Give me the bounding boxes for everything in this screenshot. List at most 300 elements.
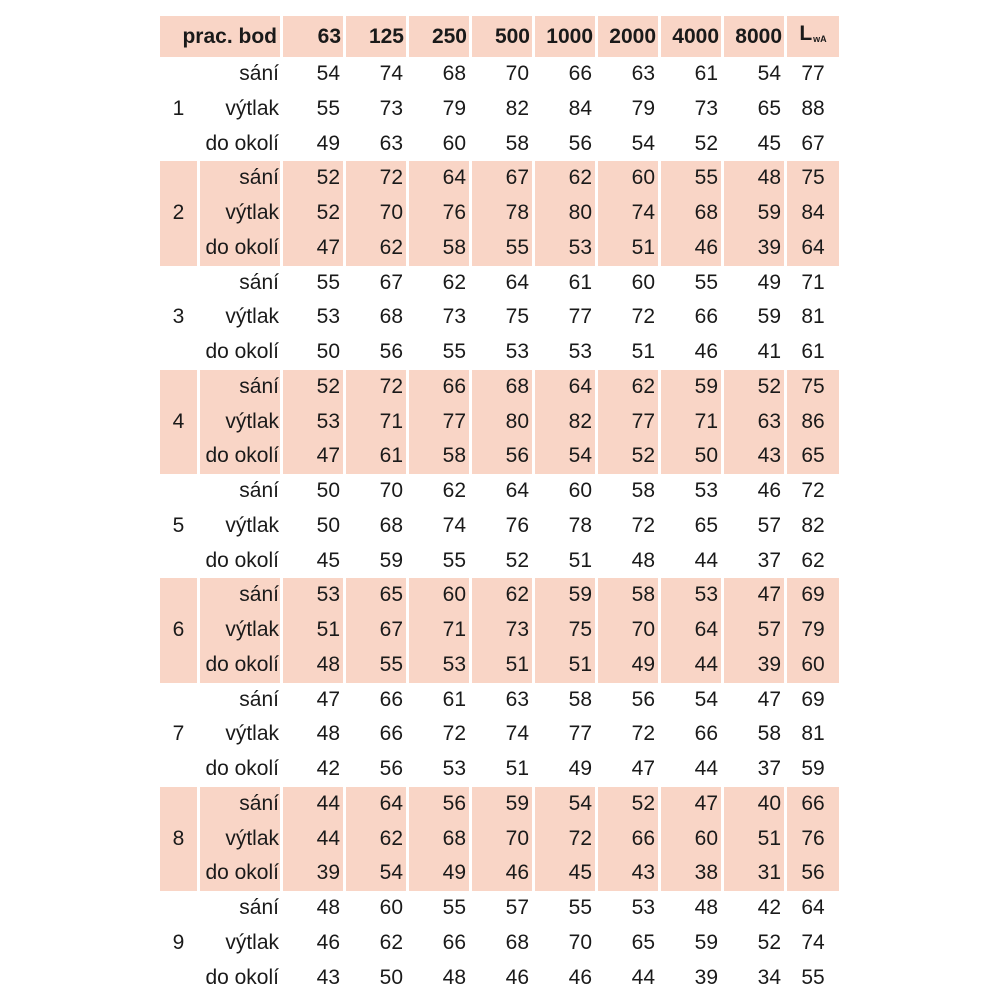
band-value-4000: 60 <box>661 822 721 857</box>
band-value-125: 72 <box>346 370 406 405</box>
band-value-8000: 65 <box>724 92 784 127</box>
band-value-250: 58 <box>409 231 469 266</box>
lwa-value: 64 <box>787 231 839 266</box>
band-value-8000: 47 <box>724 578 784 613</box>
band-value-4000: 71 <box>661 405 721 440</box>
band-value-8000: 49 <box>724 266 784 301</box>
working-point-number: 8 <box>160 787 197 891</box>
lwa-value: 62 <box>787 544 839 579</box>
measurement-location: sání <box>200 474 280 509</box>
lwa-value: 59 <box>787 752 839 787</box>
band-value-4000: 65 <box>661 509 721 544</box>
band-value-500: 74 <box>472 717 532 752</box>
table-row <box>160 474 839 509</box>
band-value-500: 52 <box>472 544 532 579</box>
band-value-125: 67 <box>346 613 406 648</box>
band-value-125: 73 <box>346 92 406 127</box>
band-value-63: 39 <box>283 856 343 891</box>
table-row <box>160 544 839 579</box>
band-header-2000: 2000 <box>598 16 658 57</box>
band-value-500: 64 <box>472 266 532 301</box>
measurement-location: do okolí <box>200 544 280 579</box>
band-value-500: 68 <box>472 926 532 961</box>
measurement-location: výtlak <box>200 196 280 231</box>
band-value-1000: 82 <box>535 405 595 440</box>
band-value-4000: 38 <box>661 856 721 891</box>
band-value-4000: 46 <box>661 335 721 370</box>
point-group-3 <box>160 266 839 370</box>
band-value-8000: 59 <box>724 196 784 231</box>
band-value-125: 66 <box>346 717 406 752</box>
band-value-2000: 49 <box>598 648 658 683</box>
measurement-location: do okolí <box>200 961 280 996</box>
lwa-value: 69 <box>787 683 839 718</box>
band-value-63: 48 <box>283 648 343 683</box>
band-value-2000: 66 <box>598 822 658 857</box>
band-value-8000: 31 <box>724 856 784 891</box>
band-value-4000: 44 <box>661 752 721 787</box>
band-value-2000: 62 <box>598 370 658 405</box>
measurement-location: výtlak <box>200 405 280 440</box>
band-value-4000: 54 <box>661 683 721 718</box>
band-value-500: 80 <box>472 405 532 440</box>
band-value-63: 48 <box>283 891 343 926</box>
band-header-500: 500 <box>472 16 532 57</box>
band-value-1000: 72 <box>535 822 595 857</box>
lwa-value: 65 <box>787 439 839 474</box>
band-value-500: 82 <box>472 92 532 127</box>
lwa-value: 60 <box>787 648 839 683</box>
table-header <box>160 16 839 57</box>
band-value-125: 60 <box>346 891 406 926</box>
working-point-number: 7 <box>160 683 197 787</box>
measurement-location: výtlak <box>200 822 280 857</box>
point-group-7 <box>160 683 839 787</box>
table-row <box>160 613 839 648</box>
measurement-location: sání <box>200 266 280 301</box>
measurement-location: sání <box>200 161 280 196</box>
lwa-value: 81 <box>787 717 839 752</box>
measurement-location: do okolí <box>200 335 280 370</box>
band-value-1000: 49 <box>535 752 595 787</box>
band-value-2000: 56 <box>598 683 658 718</box>
lwa-value: 79 <box>787 613 839 648</box>
point-group-4 <box>160 370 839 474</box>
band-value-63: 50 <box>283 474 343 509</box>
measurement-location: sání <box>200 578 280 613</box>
table-row <box>160 405 839 440</box>
band-value-63: 44 <box>283 787 343 822</box>
table-row <box>160 891 839 926</box>
lwa-value: 72 <box>787 474 839 509</box>
band-value-63: 51 <box>283 613 343 648</box>
table-row <box>160 127 839 162</box>
table-row <box>160 752 839 787</box>
point-group-6 <box>160 578 839 682</box>
working-point-number: 2 <box>160 161 197 265</box>
band-value-2000: 72 <box>598 300 658 335</box>
lwa-value: 75 <box>787 370 839 405</box>
lwa-value: 88 <box>787 92 839 127</box>
band-value-125: 56 <box>346 335 406 370</box>
table-row <box>160 439 839 474</box>
band-value-250: 60 <box>409 127 469 162</box>
band-value-1000: 45 <box>535 856 595 891</box>
table-row <box>160 578 839 613</box>
working-point-number: 4 <box>160 370 197 474</box>
band-value-500: 64 <box>472 474 532 509</box>
band-value-63: 53 <box>283 578 343 613</box>
band-value-4000: 73 <box>661 92 721 127</box>
band-value-250: 62 <box>409 266 469 301</box>
band-value-63: 53 <box>283 405 343 440</box>
band-value-1000: 46 <box>535 961 595 996</box>
band-value-2000: 53 <box>598 891 658 926</box>
measurement-location: sání <box>200 370 280 405</box>
lwa-header <box>787 16 839 57</box>
band-value-250: 79 <box>409 92 469 127</box>
band-value-4000: 48 <box>661 891 721 926</box>
band-value-250: 66 <box>409 926 469 961</box>
band-value-63: 55 <box>283 266 343 301</box>
measurement-location: do okolí <box>200 856 280 891</box>
measurement-location: výtlak <box>200 717 280 752</box>
band-value-63: 49 <box>283 127 343 162</box>
band-value-1000: 62 <box>535 161 595 196</box>
band-value-125: 66 <box>346 683 406 718</box>
band-value-500: 78 <box>472 196 532 231</box>
working-point-number: 9 <box>160 891 197 995</box>
band-value-500: 57 <box>472 891 532 926</box>
band-value-500: 70 <box>472 57 532 92</box>
table-row <box>160 717 839 752</box>
band-value-8000: 37 <box>724 544 784 579</box>
band-value-4000: 47 <box>661 787 721 822</box>
band-value-500: 76 <box>472 509 532 544</box>
table-row <box>160 683 839 718</box>
band-value-250: 60 <box>409 578 469 613</box>
band-value-125: 62 <box>346 926 406 961</box>
table-row <box>160 57 839 92</box>
band-value-8000: 47 <box>724 683 784 718</box>
band-value-8000: 52 <box>724 926 784 961</box>
band-value-250: 76 <box>409 196 469 231</box>
band-value-125: 70 <box>346 474 406 509</box>
band-value-2000: 52 <box>598 787 658 822</box>
working-point-number: 1 <box>160 57 197 161</box>
band-value-250: 74 <box>409 509 469 544</box>
band-value-1000: 51 <box>535 544 595 579</box>
band-value-125: 68 <box>346 300 406 335</box>
band-value-250: 53 <box>409 648 469 683</box>
band-value-8000: 48 <box>724 161 784 196</box>
band-value-500: 70 <box>472 822 532 857</box>
table-row <box>160 961 839 996</box>
band-value-1000: 54 <box>535 439 595 474</box>
band-value-63: 47 <box>283 231 343 266</box>
band-value-125: 54 <box>346 856 406 891</box>
measurement-location: výtlak <box>200 926 280 961</box>
band-value-1000: 53 <box>535 335 595 370</box>
band-value-1000: 84 <box>535 92 595 127</box>
band-value-4000: 64 <box>661 613 721 648</box>
table-row <box>160 648 839 683</box>
band-value-4000: 68 <box>661 196 721 231</box>
header-row <box>160 16 839 57</box>
table-row <box>160 300 839 335</box>
band-value-8000: 57 <box>724 509 784 544</box>
band-value-500: 46 <box>472 856 532 891</box>
lwa-value: 66 <box>787 787 839 822</box>
band-value-1000: 70 <box>535 926 595 961</box>
band-value-125: 70 <box>346 196 406 231</box>
band-value-2000: 51 <box>598 335 658 370</box>
measurement-location: výtlak <box>200 300 280 335</box>
table-row <box>160 335 839 370</box>
band-value-8000: 52 <box>724 370 784 405</box>
band-value-500: 63 <box>472 683 532 718</box>
table-row <box>160 822 839 857</box>
lwa-value: 61 <box>787 335 839 370</box>
band-value-125: 72 <box>346 161 406 196</box>
band-value-8000: 51 <box>724 822 784 857</box>
band-value-500: 53 <box>472 335 532 370</box>
band-value-500: 62 <box>472 578 532 613</box>
band-value-4000: 53 <box>661 578 721 613</box>
band-value-250: 53 <box>409 752 469 787</box>
band-value-4000: 50 <box>661 439 721 474</box>
band-value-63: 47 <box>283 683 343 718</box>
band-value-250: 58 <box>409 439 469 474</box>
band-header-4000: 4000 <box>661 16 721 57</box>
table-row <box>160 856 839 891</box>
band-value-2000: 58 <box>598 578 658 613</box>
band-value-8000: 46 <box>724 474 784 509</box>
band-value-8000: 54 <box>724 57 784 92</box>
band-value-500: 59 <box>472 787 532 822</box>
band-value-1000: 61 <box>535 266 595 301</box>
band-value-125: 62 <box>346 822 406 857</box>
band-value-2000: 43 <box>598 856 658 891</box>
band-value-1000: 53 <box>535 231 595 266</box>
band-value-500: 46 <box>472 961 532 996</box>
band-value-8000: 39 <box>724 231 784 266</box>
band-header-1000: 1000 <box>535 16 595 57</box>
band-value-2000: 74 <box>598 196 658 231</box>
band-value-2000: 63 <box>598 57 658 92</box>
band-value-250: 77 <box>409 405 469 440</box>
lwa-value: 64 <box>787 891 839 926</box>
lwa-value: 81 <box>787 300 839 335</box>
band-value-500: 75 <box>472 300 532 335</box>
band-value-8000: 43 <box>724 439 784 474</box>
band-value-250: 55 <box>409 335 469 370</box>
measurement-location: sání <box>200 57 280 92</box>
band-value-2000: 44 <box>598 961 658 996</box>
band-value-4000: 66 <box>661 300 721 335</box>
band-value-125: 74 <box>346 57 406 92</box>
band-value-63: 44 <box>283 822 343 857</box>
band-value-125: 55 <box>346 648 406 683</box>
band-value-63: 48 <box>283 717 343 752</box>
band-value-125: 67 <box>346 266 406 301</box>
band-value-4000: 46 <box>661 231 721 266</box>
band-value-63: 52 <box>283 196 343 231</box>
band-value-4000: 59 <box>661 926 721 961</box>
band-value-1000: 78 <box>535 509 595 544</box>
band-value-1000: 66 <box>535 57 595 92</box>
band-value-2000: 65 <box>598 926 658 961</box>
measurement-location: do okolí <box>200 231 280 266</box>
working-point-number: 5 <box>160 474 197 578</box>
band-value-63: 42 <box>283 752 343 787</box>
band-value-4000: 52 <box>661 127 721 162</box>
band-value-2000: 60 <box>598 266 658 301</box>
band-value-2000: 72 <box>598 509 658 544</box>
band-value-250: 64 <box>409 161 469 196</box>
band-value-63: 54 <box>283 57 343 92</box>
band-value-1000: 59 <box>535 578 595 613</box>
band-value-125: 50 <box>346 961 406 996</box>
lwa-value: 76 <box>787 822 839 857</box>
band-value-2000: 77 <box>598 405 658 440</box>
band-value-500: 73 <box>472 613 532 648</box>
band-value-500: 58 <box>472 127 532 162</box>
band-value-500: 56 <box>472 439 532 474</box>
band-header-63: 63 <box>283 16 343 57</box>
band-value-250: 73 <box>409 300 469 335</box>
band-value-63: 46 <box>283 926 343 961</box>
table-row <box>160 161 839 196</box>
band-value-2000: 48 <box>598 544 658 579</box>
band-value-1000: 64 <box>535 370 595 405</box>
band-value-1000: 80 <box>535 196 595 231</box>
band-value-250: 71 <box>409 613 469 648</box>
band-value-2000: 47 <box>598 752 658 787</box>
band-value-4000: 44 <box>661 648 721 683</box>
measurement-location: sání <box>200 787 280 822</box>
lwa-value: 86 <box>787 405 839 440</box>
band-value-500: 55 <box>472 231 532 266</box>
band-header-125: 125 <box>346 16 406 57</box>
band-value-63: 52 <box>283 161 343 196</box>
band-value-4000: 61 <box>661 57 721 92</box>
band-value-2000: 58 <box>598 474 658 509</box>
band-header-8000: 8000 <box>724 16 784 57</box>
band-value-500: 67 <box>472 161 532 196</box>
lwa-value: 77 <box>787 57 839 92</box>
band-value-2000: 60 <box>598 161 658 196</box>
band-value-8000: 41 <box>724 335 784 370</box>
band-value-250: 48 <box>409 961 469 996</box>
band-value-63: 55 <box>283 92 343 127</box>
band-value-2000: 70 <box>598 613 658 648</box>
band-value-1000: 77 <box>535 300 595 335</box>
band-value-1000: 51 <box>535 648 595 683</box>
lwa-value: 69 <box>787 578 839 613</box>
measurement-location: do okolí <box>200 752 280 787</box>
band-value-8000: 58 <box>724 717 784 752</box>
band-value-4000: 55 <box>661 161 721 196</box>
band-value-500: 68 <box>472 370 532 405</box>
lwa-value: 55 <box>787 961 839 996</box>
band-value-63: 43 <box>283 961 343 996</box>
working-point-number: 6 <box>160 578 197 682</box>
table-row <box>160 196 839 231</box>
table-row <box>160 92 839 127</box>
band-value-8000: 57 <box>724 613 784 648</box>
measurement-location: výtlak <box>200 509 280 544</box>
noise-level-table <box>157 16 842 995</box>
measurement-location: do okolí <box>200 439 280 474</box>
band-value-125: 56 <box>346 752 406 787</box>
working-point-number: 3 <box>160 266 197 370</box>
band-value-8000: 59 <box>724 300 784 335</box>
band-value-63: 50 <box>283 335 343 370</box>
band-value-125: 62 <box>346 231 406 266</box>
lwa-value: 74 <box>787 926 839 961</box>
band-value-250: 55 <box>409 891 469 926</box>
band-value-63: 50 <box>283 509 343 544</box>
measurement-location: do okolí <box>200 648 280 683</box>
band-value-2000: 51 <box>598 231 658 266</box>
point-group-8 <box>160 787 839 891</box>
band-value-125: 65 <box>346 578 406 613</box>
table-row <box>160 787 839 822</box>
measurement-location: sání <box>200 683 280 718</box>
band-value-1000: 55 <box>535 891 595 926</box>
band-value-8000: 40 <box>724 787 784 822</box>
band-value-250: 66 <box>409 370 469 405</box>
table-row <box>160 231 839 266</box>
band-value-4000: 55 <box>661 266 721 301</box>
lwa-value: 71 <box>787 266 839 301</box>
band-value-4000: 53 <box>661 474 721 509</box>
table-row <box>160 509 839 544</box>
measurement-location: výtlak <box>200 92 280 127</box>
band-value-1000: 60 <box>535 474 595 509</box>
band-value-125: 71 <box>346 405 406 440</box>
band-value-8000: 63 <box>724 405 784 440</box>
band-value-4000: 59 <box>661 370 721 405</box>
band-value-125: 63 <box>346 127 406 162</box>
band-value-2000: 79 <box>598 92 658 127</box>
point-group-2 <box>160 161 839 265</box>
band-value-125: 59 <box>346 544 406 579</box>
band-value-8000: 34 <box>724 961 784 996</box>
lwa-value: 56 <box>787 856 839 891</box>
table-row <box>160 370 839 405</box>
band-value-1000: 56 <box>535 127 595 162</box>
point-group-5 <box>160 474 839 578</box>
measurement-location: výtlak <box>200 613 280 648</box>
lwa-value: 82 <box>787 509 839 544</box>
band-value-63: 45 <box>283 544 343 579</box>
band-value-125: 61 <box>346 439 406 474</box>
band-value-1000: 77 <box>535 717 595 752</box>
band-value-63: 52 <box>283 370 343 405</box>
lwa-value: 67 <box>787 127 839 162</box>
band-value-4000: 44 <box>661 544 721 579</box>
band-value-4000: 66 <box>661 717 721 752</box>
band-value-1000: 75 <box>535 613 595 648</box>
lwa-value: 75 <box>787 161 839 196</box>
band-value-250: 72 <box>409 717 469 752</box>
band-value-2000: 52 <box>598 439 658 474</box>
measurement-location: do okolí <box>200 127 280 162</box>
band-value-250: 56 <box>409 787 469 822</box>
band-value-125: 68 <box>346 509 406 544</box>
